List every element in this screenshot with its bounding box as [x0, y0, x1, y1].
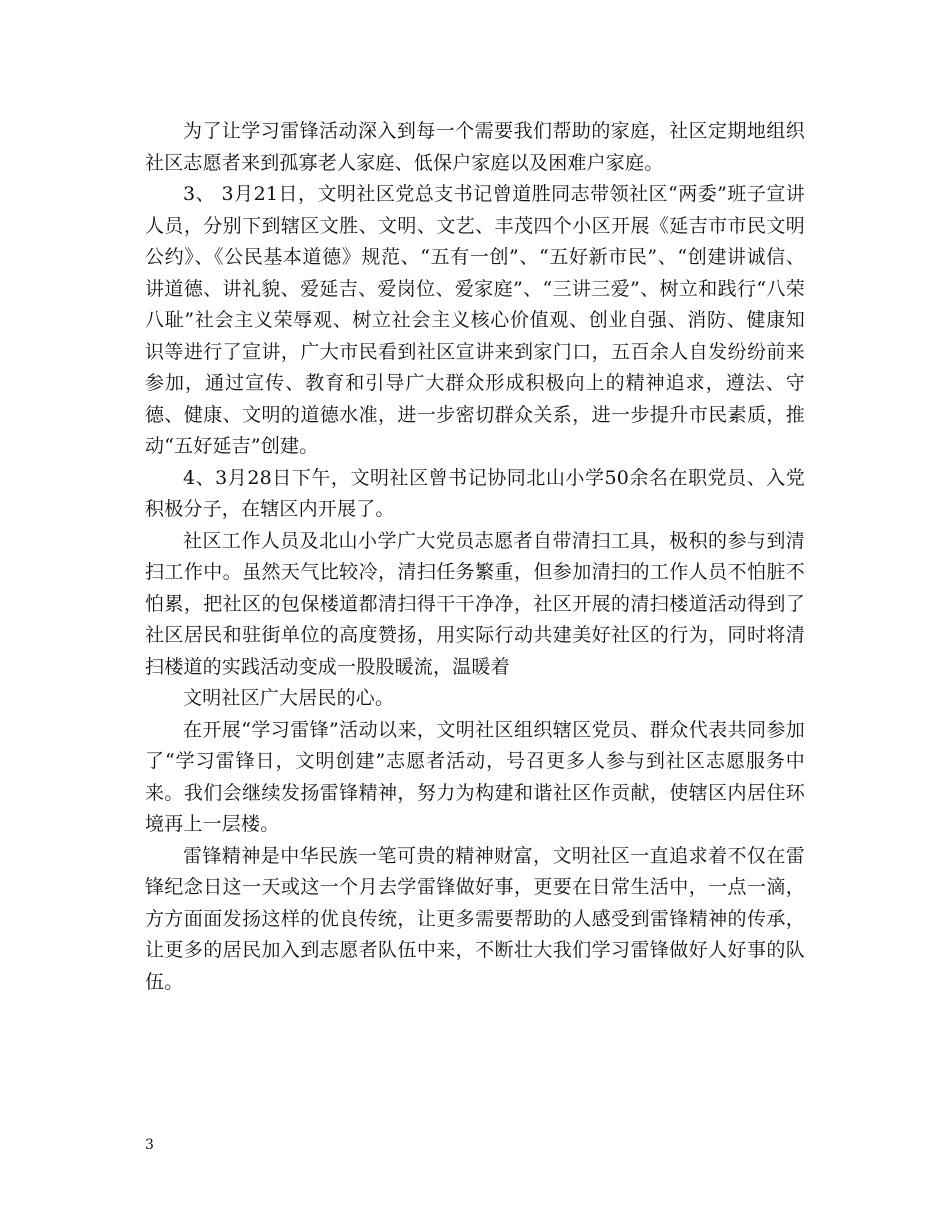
paragraph-5: 文明社区广大居民的心。: [183, 687, 395, 709]
page-number: 3: [145, 1137, 154, 1153]
document-body: [145, 116, 805, 998]
paragraph-3: 4、3月28日下午，文明社区曾书记协同北山小学50余名在职党员、入党积极分子，在辖区内开展了。: [145, 466, 805, 520]
paragraph-6: 在开展“学习雷锋”活动以来，文明社区组织辖区党员、群众代表共同参加了“学习雷锋日，文明创建”志愿者活动，号召更多人参与到社区志愿服务中来。我们会继续发扬雷锋精神，努力为构建和谐社区作贡献，使辖区内居住环境再上一层楼。: [145, 718, 805, 835]
paragraph-4: 社区工作人员及北山小学广大党员志愿者自带清扫工具，极积的参与到清扫工作中。虽然天气比较冷，清扫任务繁重，但参加清扫的工作人员不怕脏不怕累，把社区的包保楼道都清扫得干干净净，社区开展的清扫楼道活动得到了社区居民和驻街单位的高度赞扬，用实际行动共建美好社区的行为，同时将清扫楼道的实践活动变成一股股暖流，温暖着: [145, 529, 805, 678]
paragraph-7: 雷锋精神是中华民族一笔可贵的精神财富，文明社区一直追求着不仅在雷锋纪念日这一天或这一个月去学雷锋做好事，更要在日常生活中，一点一滴，方方面面发扬这样的优良传统，让更多需要帮助的人感受到雷锋精神的传承，让更多的居民加入到志愿者队伍中来，不断壮大我们学习雷锋做好人好事的队伍。: [145, 844, 805, 993]
paragraph-1: 为了让学习雷锋活动深入到每一个需要我们帮助的家庭，社区定期地组织社区志愿者来到孤寡老人家庭、低保户家庭以及困难户家庭。: [145, 120, 805, 174]
paragraph-2: 3、 3月21日，文明社区党总支书记曾道胜同志带领社区“两委”班子宣讲人员，分别下到辖区文胜、文明、文艺、丰茂四个小区开展《延吉市市民文明公约》、《公民基本道德》规范、“五有一创”、“五好新市民”、“创建讲诚信、讲道德、讲礼貌、爱延吉、爱岗位、爱家庭”、“三讲三爱”、树立和践行“八荣八耻”社会主义荣辱观、树立社会主义核心价值观、创业自强、消防、健康知识等进行了宣讲，广大市民看到社区宣讲来到家门口，五百余人自发纷纷前来参加，通过宣传、教育和引导广大群众形成积极向上的精神追求，遵法、守德、健康、文明的道德水准，进一步密切群众关系，进一步提升市民素质，推动“五好延吉”创建。: [145, 183, 805, 457]
